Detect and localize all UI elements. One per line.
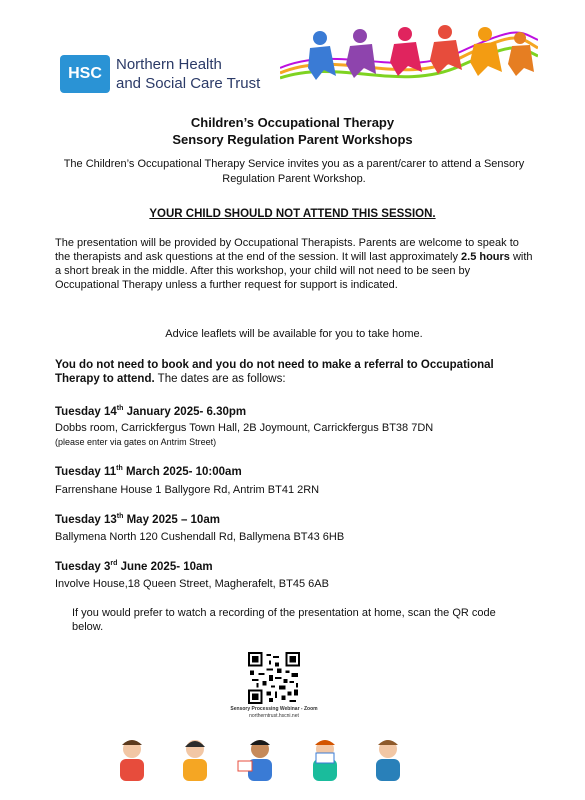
trust-logo — [60, 55, 260, 93]
child-painting-icon — [238, 740, 272, 781]
child-ear-icon — [120, 740, 144, 781]
event-date-rest: January 2025- 6.30pm — [123, 405, 247, 418]
child-eyes-icon — [183, 740, 207, 781]
event-day-suffix: th — [116, 513, 124, 520]
presentation-part1: The presentation will be provided by Occupational Therapists. Parents are welcome to speak to the therapists and ask questions at the end of the session. It will last approximately — [55, 237, 519, 263]
intro-text: The Children’s Occupational Therapy Service invites you as a parent/carer to attend a Sensory Regulation Parent Workshop. — [63, 158, 525, 185]
event-date-rest: May 2025 – 10am — [123, 513, 220, 526]
attendance-warning: YOUR CHILD SHOULD NOT ATTEND THIS SESSION. — [149, 208, 436, 220]
qr-code-icon[interactable] — [244, 652, 304, 704]
org-name — [116, 55, 260, 93]
child-reading-icon — [313, 740, 337, 781]
event-date — [55, 560, 213, 573]
event-note: (please enter via gates on Antrim Street) — [55, 437, 217, 447]
children-banner-illustration — [280, 18, 538, 90]
title-line1: Children’s Occupational Therapy — [190, 115, 395, 130]
org-name-line1: Northern Health — [116, 56, 222, 73]
event-date-rest: March 2025- 10:00am — [122, 465, 242, 478]
event-day-suffix: th — [116, 405, 124, 412]
presentation-duration: 2.5 hours — [461, 251, 510, 263]
title-line2: Sensory Regulation Parent Workshops — [172, 132, 413, 147]
presentation-part2: with a short break in the middle. After this workshop, your child will not need to be seen by Occupational Therapy unless a further request for support is indicated. — [55, 251, 533, 291]
booking-bold: You do not need to book and you do not need to make a referral to Occupational Therapy to attend. — [55, 359, 494, 385]
recording-text: If you would prefer to watch a recording of the presentation at home, scan the QR code below. — [72, 607, 496, 633]
child-covering-ears-icon — [376, 740, 400, 781]
event-address: Ballymena North 120 Cushendall Rd, Ballymena BT43 6HB — [55, 531, 345, 543]
presentation-paragraph — [55, 236, 533, 292]
event-address: Involve House,18 Queen Street, Magherafelt, BT45 6AB — [55, 578, 329, 590]
children-icons-illustration — [110, 735, 410, 785]
event-day-suffix: rd — [110, 560, 118, 567]
event-day: Tuesday 14 — [55, 405, 117, 418]
qr-caption: Sensory Processing Webinar - Zoom — [230, 706, 318, 712]
event-date — [55, 513, 220, 526]
org-name-line2: and Social Care Trust — [116, 75, 261, 92]
qr-subcaption: northerntrust.hscni.net — [249, 713, 299, 719]
event-address: Farrenshane House 1 Ballygore Rd, Antrim BT41 2RN — [55, 484, 320, 496]
event-date — [55, 405, 246, 418]
event-date-rest: June 2025- 10am — [117, 560, 213, 573]
event-address: Dobbs room, Carrickfergus Town Hall, 2B Joymount, Carrickfergus BT38 7DN — [55, 422, 434, 434]
event-day-suffix: th — [116, 465, 123, 472]
hsc-badge: HSC — [60, 55, 110, 93]
event-day: Tuesday 13 — [55, 513, 117, 526]
event-day: Tuesday 3 — [55, 560, 111, 573]
booking-paragraph — [55, 358, 533, 386]
event-date — [55, 465, 242, 478]
leaflets-text: Advice leaflets will be available for you to take home. — [165, 328, 423, 340]
booking-rest: The dates are as follows: — [154, 373, 286, 385]
event-day: Tuesday 11 — [55, 465, 117, 478]
page-title — [0, 114, 585, 148]
